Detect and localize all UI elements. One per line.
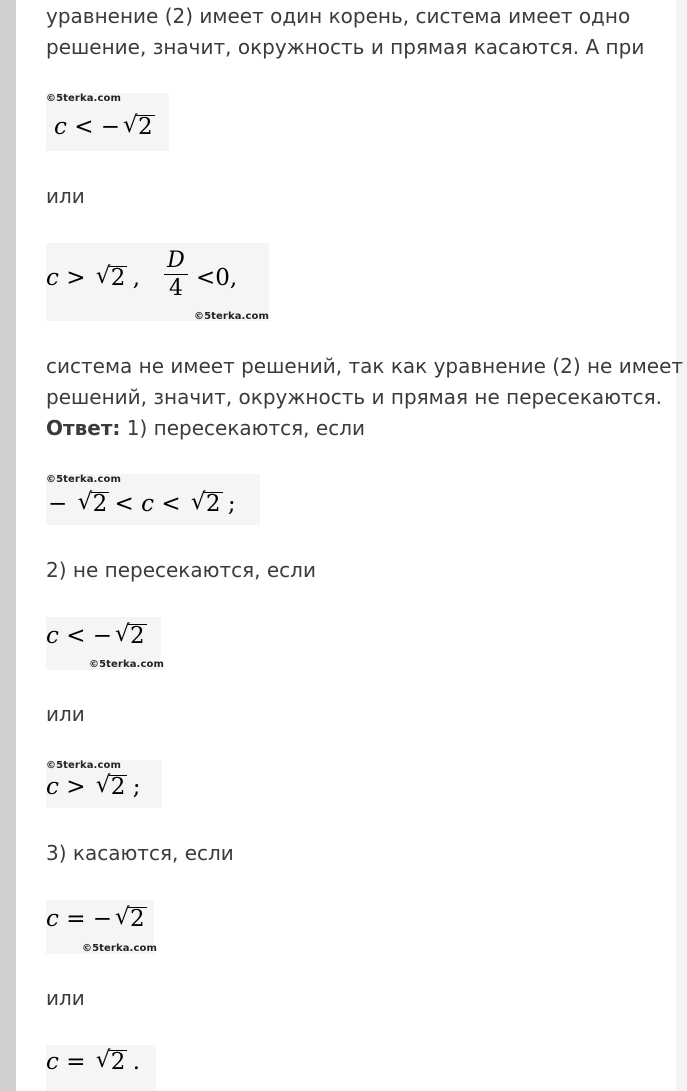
paragraph-line: решение, значит, окружность и прямая касаются. А при [46,35,645,59]
formula-tail: <0, [196,265,238,291]
watermark: ©5terka.com [46,93,121,104]
formula-text: c = [46,1049,93,1075]
radicand: 2 [110,1049,126,1075]
left-margin-bar [0,0,16,1091]
formula-image [46,243,269,321]
watermark: ©5terka.com [82,943,157,954]
paragraph-line: система не имеет решений, так как уравнение (2) не имеет [46,354,684,378]
formula-tail: ; [220,491,236,517]
formula [46,1049,140,1075]
formula-image [46,900,157,954]
formula-image [46,617,164,670]
sqrt: √ 2 [95,1047,126,1075]
formula [48,491,236,517]
formula-text: c < − [54,114,121,140]
or-word: или [46,986,85,1010]
fraction [164,248,188,301]
radicand: 2 [205,491,221,517]
formula-image [46,474,260,525]
formula [54,114,153,140]
formula-text: c > [46,265,93,291]
formula-text: c < − [46,623,113,649]
formula-text: c = − [46,906,113,932]
watermark: ©5terka.com [194,311,269,322]
formula-image [46,760,162,808]
radicand: 2 [130,623,145,649]
formula-text: c > [46,774,93,800]
formula [46,774,140,800]
sqrt: √ 2 [123,112,153,140]
paragraph-line: уравнение (2) имеет один корень, система имеет одно [46,4,631,28]
sqrt: √ 2 [95,772,126,800]
sqrt: √ 2 [77,489,108,517]
formula-text: − [48,491,75,517]
formula-tail: . [125,1049,141,1075]
formula-comma: , [132,265,141,291]
right-margin-strip [676,0,687,1091]
formula [46,265,140,291]
fraction-numerator: D [167,248,185,273]
or-word: или [46,184,85,208]
sqrt: √ 2 [190,489,221,517]
sqrt: √ 2 [115,904,145,932]
formula-image [46,1045,156,1091]
formula [46,623,145,649]
or-word: или [46,702,85,726]
formula [46,906,145,932]
answer-item: 3) касаются, если [46,841,234,865]
watermark: ©5terka.com [89,659,164,670]
formula-text: < c < [107,491,188,517]
watermark: ©5terka.com [46,760,121,771]
radicand: 2 [138,114,153,140]
answer-label: Ответ: [46,416,121,440]
radicand: 2 [110,774,126,800]
formula-tail: ; [125,774,141,800]
watermark: ©5terka.com [46,474,121,485]
sqrt: √ 2 [115,621,145,649]
radicand: 2 [130,906,145,932]
answer-item: 1) пересекаются, если [126,416,365,440]
fraction-denominator: 4 [169,276,183,301]
radicand: 2 [92,491,108,517]
answer-line [46,413,365,444]
paragraph-line: решений, значит, окружность и прямая не пересекаются. [46,385,663,409]
formula-image [46,93,169,151]
radicand: 2 [110,265,126,291]
sqrt: √ 2 [95,263,126,291]
answer-item: 2) не пересекаются, если [46,558,316,582]
